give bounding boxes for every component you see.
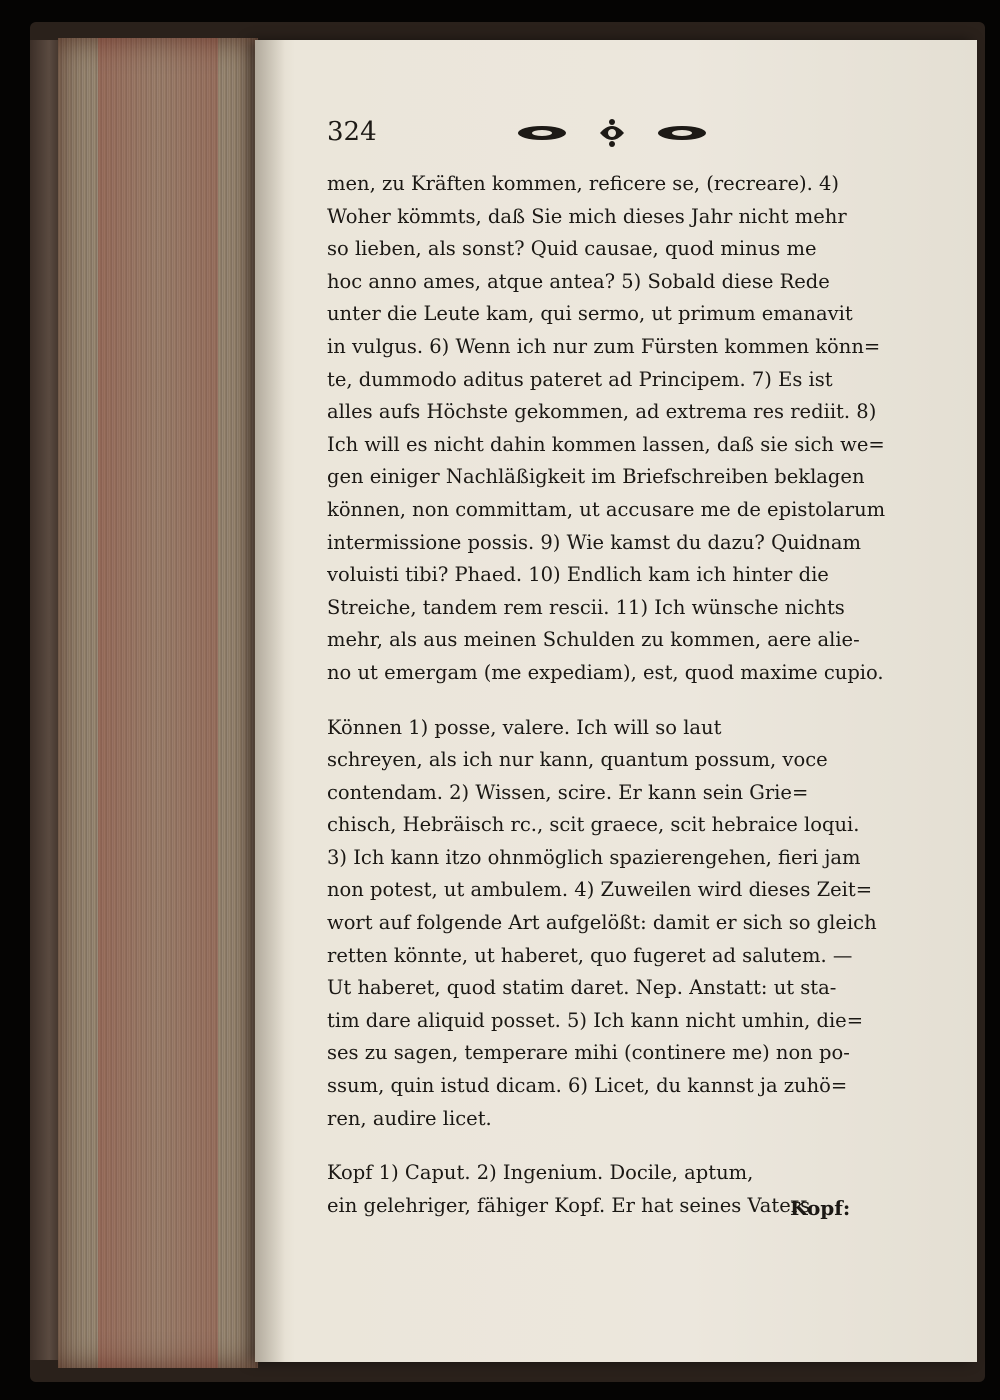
text-line: Kopf 1) Caput. 2) Ingenium. Docile, aptum, <box>327 1161 754 1185</box>
text-line: chisch, Hebräisch rc., scit graece, scit hebraice loqui. <box>327 813 860 837</box>
text-line: ses zu sagen, temperare mihi (continere me) non po- <box>327 1041 850 1065</box>
text-line: men, zu Kräften kommen, reficere se, (recreare). 4) <box>327 172 840 195</box>
text-line: ren, audire licet. <box>327 1106 492 1130</box>
text-line: retten könnte, ut haberet, quo fugeret ad salutem. — <box>327 943 853 967</box>
text-line: Können 1) posse, valere. Ich will so laut <box>327 715 722 739</box>
text-line: hoc anno ames, atque antea? 5) Sobald diese Rede <box>327 269 830 293</box>
text-line: alles aufs Höchste gekommen, ad extrema res rediit. 8) <box>327 400 877 424</box>
page-header <box>327 117 907 157</box>
text-line: können, non committam, ut accusare me de epistolarum <box>327 497 886 521</box>
text-line: te, dummodo aditus pateret ad Principem. 7) Es ist <box>327 367 833 391</box>
text-line: ein gelehriger, fähiger Kopf. Er hat seines Vaters <box>327 1193 811 1217</box>
page-text <box>327 168 903 1222</box>
text-line: wort auf folgende Art aufgelößt: damit er sich so gleich <box>327 911 877 935</box>
text-line: 3) Ich kann itzo ohnmöglich spazierengehen, fieri jam <box>327 845 861 869</box>
header-ornament-icon <box>512 117 712 149</box>
text-line: in vulgus. 6) Wenn ich nur zum Fürsten kommen könn= <box>327 334 881 358</box>
catchword: Kopf: <box>790 1196 851 1220</box>
text-line: mehr, als aus meinen Schulden zu kommen, aere alie- <box>327 628 860 652</box>
text-line: intermissione possis. 9) Wie kamst du dazu? Quidnam <box>327 530 862 554</box>
text-line: no ut emergam (me expediam), est, quod maxime cupio. <box>327 660 884 684</box>
text-line: Ich will es nicht dahin kommen lassen, daß sie sich we= <box>327 432 885 456</box>
entry-kommen-continued <box>327 168 903 690</box>
text-line: gen einiger Nachläßigkeit im Briefschreiben beklagen <box>327 465 865 489</box>
text-line: schreyen, als ich nur kann, quantum possum, voce <box>327 748 828 772</box>
page-edges <box>58 38 258 1368</box>
text-line: ssum, quin istud dicam. 6) Licet, du kannst ja zuhö= <box>327 1074 848 1098</box>
text-line: unter die Leute kam, qui sermo, ut primum emanavit <box>327 302 853 326</box>
text-line: Ut haberet, quod statim daret. Nep. Anstatt: ut sta- <box>327 976 837 1000</box>
text-line: voluisti tibi? Phaed. 10) Endlich kam ich hinter die <box>327 563 829 587</box>
entry-koennen <box>327 712 903 1136</box>
text-line: contendam. 2) Wissen, scire. Er kann sein Grie= <box>327 780 809 804</box>
text-line: so lieben, als sonst? Quid causae, quod minus me <box>327 237 817 261</box>
text-line: Woher kömmts, daß Sie mich dieses Jahr nicht mehr <box>327 204 847 228</box>
text-line: tim dare aliquid posset. 5) Ich kann nicht umhin, die= <box>327 1008 864 1032</box>
text-line: non potest, ut ambulem. 4) Zuweilen wird dieses Zeit= <box>327 878 873 902</box>
page-number: 324 <box>327 117 377 147</box>
text-line: Streiche, tandem rem rescii. 11) Ich wünsche nichts <box>327 595 845 619</box>
